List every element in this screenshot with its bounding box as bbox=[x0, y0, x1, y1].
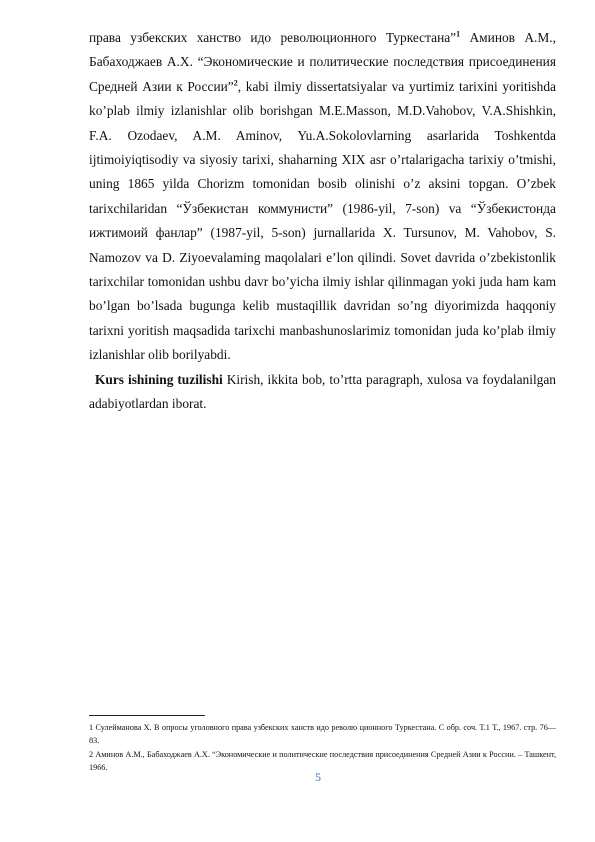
footnote-separator bbox=[89, 715, 205, 716]
paragraph-text-part-3: , kabi ilmiy dissertatsiyalar va yurtimiz tarixini yoritishda ko’plab ilmiy izlanishlar olib borishgan M.E.Masson, M.D.Vahobov, V.A.Shishkin, F.A. Ozodaev, A.M. Aminov, Yu.A.Sokolovlarning asarlarida Toshkentda ijtimoiyiqtisodiy va siyosiy tarixi, shaharning XIX asr o’rtalarigacha tarixiy o’tmishi, uning 1865 yilda Chorizm tomonidan bosib olinishi o’z aksini topgan. O’zbek tarixchilaridan “Ўзбекистан коммунисти” (1986-yil, 7-son) va “Ўзбекистонда ижтимоий фанлар” (1987-yil, 5-son) jurnallarida X. Tursunov, M. Vahobov, S. Namozov va D. Ziyoevalaming maqolalari e’lon qilindi. Sovet davrida o’zbekistonlik tarixchilar tomonidan ushbu davr bo’yicha ilmiy ishlar qilinmagan yoki juda ham kam bo’lgan bo’lsada bugunga kelib mustaqillik davridan so’ng diyorimizda haqqoniy tarixni yoritish maqsadida tarixchi manbashunoslarimiz tomonidan juda ko’plab ilmiy izlanishlar olib borilyabdi. bbox=[89, 78, 556, 363]
footnote-ref-2[interactable]: 2 bbox=[233, 78, 238, 88]
paragraph-structure bbox=[89, 368, 556, 417]
paragraph-text-part-1: права узбекских ханство идо революционного Туркестана” bbox=[89, 30, 457, 45]
footnote-ref-1[interactable]: 1 bbox=[456, 29, 461, 39]
paragraph-text-part-2: Аминов А.М., Бабаходжаев А.Х. “Экономические и политические последствия присоединения Средней Азии к России” bbox=[89, 30, 557, 94]
page-number: 5 bbox=[315, 770, 321, 784]
paragraph-literature-review bbox=[89, 26, 556, 368]
footnote-1: 1 Сулейманова Х. В опросы уголовного права узбекских ханств идо револю ционного Туркестана. С обр. соч. Т.1 Т., 1967. стр. 76—83. bbox=[89, 723, 556, 746]
structure-text: Kirish, ikkita bob, to’rtta paragraph, xulosa va foydalanilgan adabiyotlardan iborat. bbox=[89, 371, 557, 412]
structure-heading: Kurs ishining tuzilishi bbox=[95, 371, 223, 387]
body-text bbox=[89, 26, 556, 417]
footnotes bbox=[89, 721, 556, 774]
footnote-2: 2 Аминов А.М., Бабаходжаев А.Х. “Экономические и политические последствия присоединения Средней Азии к России. – Ташкент, 1966. bbox=[89, 749, 556, 772]
